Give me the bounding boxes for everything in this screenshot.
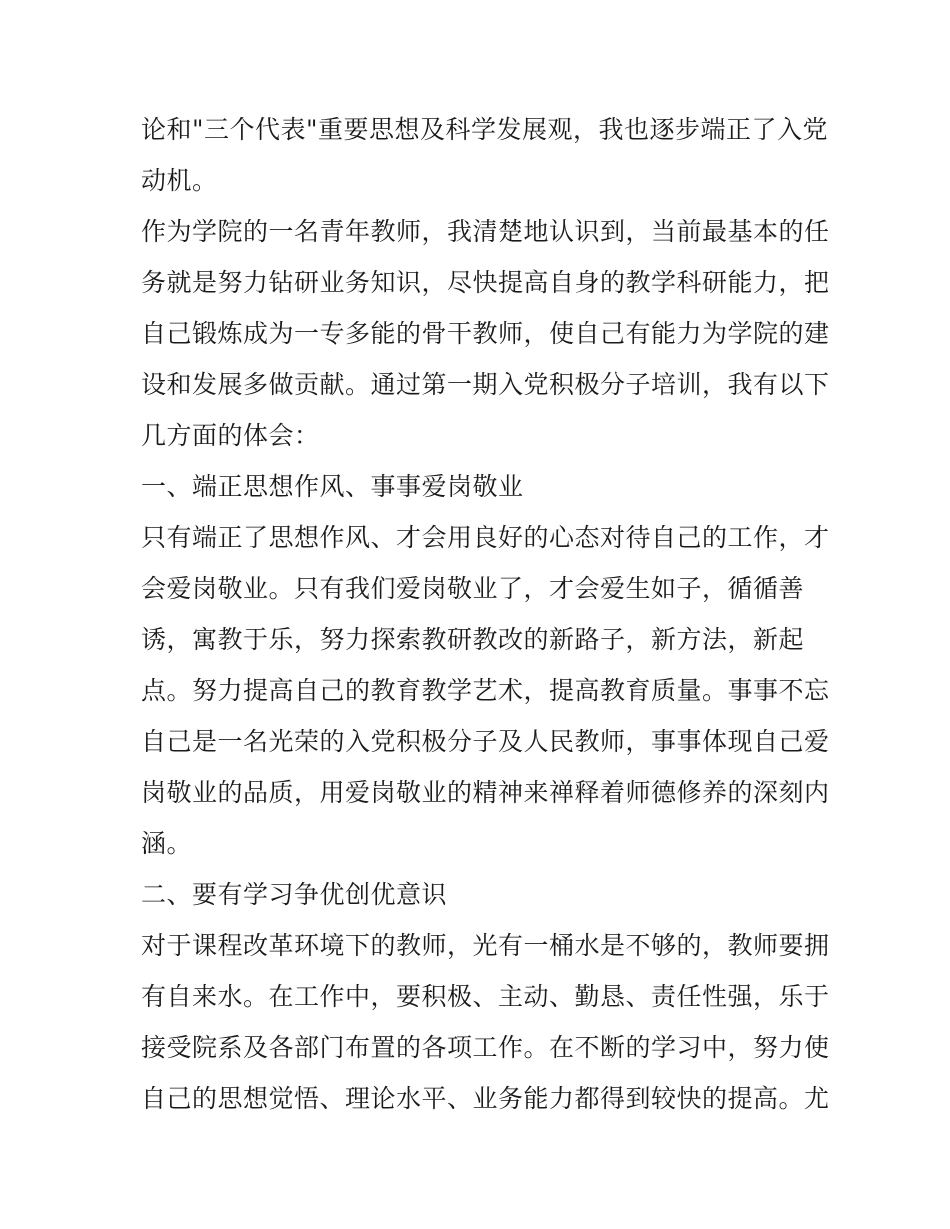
text-line: 几方面的体会： [141,421,320,450]
text-line: 接受院系及各部门布置的各项工作。在不断的学习中，努力使 [141,1033,830,1062]
section-heading: 二、要有学习争优创优意识 [141,880,448,909]
text-line: 作为学院的一名青年教师，我清楚地认识到，当前最基本的任 [141,217,830,246]
text-line: 自己是一名光荣的入党积极分子及人民教师，事事体现自己爱 [141,727,830,756]
text-line: 点。努力提高自己的教育教学艺术，提高教育质量。事事不忘 [141,676,830,705]
text-line: 自己的思想觉悟、理论水平、业务能力都得到较快的提高。尤 [141,1084,830,1113]
text-line: 动机。 [141,166,218,195]
document-body [141,104,830,1124]
text-line: 自己锻炼成为一专多能的骨干教师，使自己有能力为学院的建 [141,319,830,348]
text-line: 有自来水。在工作中，要积极、主动、勤恳、责任性强，乐于 [141,982,830,1011]
text-line: 务就是努力钻研业务知识，尽快提高自身的教学科研能力，把 [141,268,830,297]
text-line: 涵。 [141,829,193,858]
text-line: 会爱岗敬业。只有我们爱岗敬业了，才会爱生如子，循循善 [141,574,805,603]
text-line: 对于课程改革环境下的教师，光有一桶水是不够的，教师要拥 [141,931,830,960]
text-line: 设和发展多做贡献。通过第一期入党积极分子培训，我有以下 [141,370,830,399]
text-line: 岗敬业的品质，用爱岗敬业的精神来禅释着师德修养的深刻内 [141,778,830,807]
text-line: 诱，寓教于乐，努力探索教研教改的新路子，新方法，新起 [141,625,805,654]
section-heading: 一、端正思想作风、事事爱岗敬业 [141,472,524,501]
text-line: 只有端正了思想作风、才会用良好的心态对待自己的工作，才 [141,523,830,552]
text-line: 论和"三个代表"重要思想及科学发展观，我也逐步端正了入党 [141,115,829,144]
